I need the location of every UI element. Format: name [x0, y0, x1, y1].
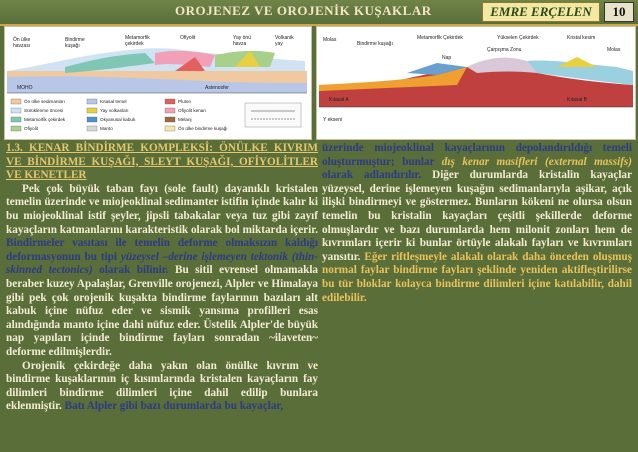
paragraph-1-highlight: Bindirmeler vasıtası ile temelin deforme olmaksızın kaldığı deformasyonun bu tipi	[6, 237, 318, 263]
svg-text:Ofiyolit kenarı: Ofiyolit kenarı	[178, 108, 207, 113]
svg-text:Yay önü: Yay önü	[233, 35, 251, 41]
svg-text:Kristal kesim: Kristal kesim	[567, 35, 596, 41]
svg-text:MOHO: MOHO	[17, 85, 33, 91]
paragraph-2	[6, 360, 318, 414]
svg-text:Okyanusal kabuk: Okyanusal kabuk	[100, 117, 136, 122]
svg-text:Metamorfik: Metamorfik	[125, 35, 150, 41]
svg-text:Metamorfik çekirdek: Metamorfik çekirdek	[24, 117, 66, 122]
svg-text:Molas: Molas	[323, 37, 337, 43]
svg-text:kuşağı: kuşağı	[65, 43, 80, 49]
paragraph-2-highlight: Batı Alpler gibi bazı durumlarda bu kayaçlar,	[64, 400, 284, 413]
svg-text:havza: havza	[233, 41, 247, 47]
right-text-column	[322, 142, 632, 305]
author-badge: EMRE ERÇELEN	[482, 2, 600, 22]
collision-diagram	[317, 27, 635, 139]
orogen-cross-section-figure	[4, 26, 312, 140]
right-para-highlight-a: üzerinde miojeoklinal kayaçlarının depolandırıldığı temeli oluşturmuştur; bunlar	[322, 142, 632, 168]
paragraph-1-highlight-end: olarak bilinir.	[99, 264, 169, 277]
svg-text:Volkanik: Volkanik	[275, 35, 294, 41]
paragraph-1-text-b: Bu sitil evrensel olmamakla beraber kuzey Apalaşlar, Grenville orojenezi, Alpler ve Himalaya gibi pek çok orojenik kuşakta bindirme faylarının bazıları alt kabuk içine nüfuz eder ve sismik yansıma profilleri esas alındığında manto içine dahi nüfuz eder. Üstelik Alpler'de büyük nap yapıları içinde bindirme fayları sonradan ~ilaveten~ deforme edilmişlerdir.	[6, 264, 319, 358]
svg-text:Ön ülke bindirme kuşağı: Ön ülke bindirme kuşağı	[178, 126, 228, 131]
svg-text:Manto: Manto	[100, 126, 113, 131]
svg-text:Kıtasal B: Kıtasal B	[567, 97, 588, 103]
right-para-highlight-b: olarak adlandırılır.	[322, 169, 422, 182]
svg-text:Molas: Molas	[607, 47, 621, 53]
svg-text:Kıtasal A: Kıtasal A	[329, 97, 349, 103]
left-text-column	[6, 142, 318, 414]
collision-zone-figure	[316, 26, 636, 140]
page-number: 10	[604, 2, 634, 22]
svg-text:Melanj: Melanj	[178, 117, 192, 122]
svg-text:Sürüklenme öncesi: Sürüklenme öncesi	[24, 108, 64, 113]
svg-text:Yay volkanları: Yay volkanları	[100, 108, 129, 113]
svg-text:Pluton: Pluton	[178, 99, 192, 104]
svg-text:Bindirme: Bindirme	[65, 37, 85, 43]
svg-text:Metamorfik Çekirdek: Metamorfik Çekirdek	[417, 35, 463, 41]
thin-skinned-term: yüzeysel –derine işlemeyen tektonik (thin-skinned tectonics)	[6, 250, 319, 277]
svg-text:Çarpışma Zonu: Çarpışma Zonu	[487, 47, 522, 53]
svg-text:yay: yay	[275, 41, 283, 47]
svg-text:Astenosfer: Astenosfer	[205, 85, 229, 91]
right-para-text: Diğer durumlarda kristalin kayaçlar yüzeysel, derine işlemeyen kuşağın sedimanlarıyla aşikar, açık ilişki bindirmeyi ve göstermez. Bunların kökeni ne olursa olsun temelin bu kristalin kayaçları çeşitli şekillerde deforme olmuşlardır ve bazı durumlarda hem milonit zonları hem de kıvrımları içerir ki bunlar örtüyle alakalı fayları ve kıvrımları yansıtır.	[322, 169, 632, 263]
svg-text:Ofiyolit: Ofiyolit	[24, 126, 39, 131]
svg-text:havzası: havzası	[13, 43, 31, 49]
slide-title: OROJENEZ VE OROJENİK KUŞAKLAR	[175, 3, 432, 18]
header-bar	[0, 0, 638, 26]
svg-text:Y ekseni: Y ekseni	[323, 117, 343, 123]
right-para-gold-text: Eğer riftleşmeyle alakalı olarak daha önceden oluşmuş normal faylar bindirme fayları şeklinde yeniden aktifleştirilirse bu tür bloklar kolayca bindirme dilimleri içine katılabilir, dahil edilebilir.	[322, 250, 633, 304]
paragraph-1	[6, 183, 318, 360]
section-heading: 1.3. KENAR BİNDİRME KOMPLEKSİ: ÖNÜLKE KIVRIM VE BİNDİRME KUŞAĞI, SLEYT KUŞAĞI, OFİYOLİTLER VE KENETLER	[6, 142, 318, 182]
paragraph-1-text-a: Pek çok büyük taban fayı (sole fault) dayanıklı kristalen temelin üzerinde ve miojeoklinal sedimanter istifin içinde kalır ki bu miojeoklinal istif şeyler, jipsli tabakalar veya tuz gibi zayıf kayaçların katmanlarını karakteristik olarak bol miktarda içerir.	[6, 182, 318, 236]
cross-section-diagram	[5, 27, 311, 139]
svg-text:Yükselen Çekirdek: Yükselen Çekirdek	[497, 35, 539, 41]
svg-text:Ofiyolit: Ofiyolit	[180, 35, 196, 41]
svg-text:Ön ülke sedimanları: Ön ülke sedimanları	[24, 99, 65, 104]
svg-text:Nap: Nap	[442, 55, 452, 61]
svg-text:Kıtasal temel: Kıtasal temel	[100, 99, 127, 104]
paragraph-2-text: Orojenik çekirdeğe daha yakın olan önülke kıvrım ve bindirme kuşaklarının iç kısımlarında kristalen kayaçların fay dilimleri bindirme dilimleri içine dahil edilip bunlara eklenmiştir.	[6, 359, 318, 413]
external-massifs-term: dış kenar masifleri (external massifs)	[441, 155, 633, 168]
legend	[11, 98, 301, 131]
svg-text:çekirdek: çekirdek	[125, 41, 144, 47]
svg-text:Ön ülke: Ön ülke	[13, 37, 31, 43]
svg-text:Bindirme kuşağı: Bindirme kuşağı	[357, 41, 393, 47]
